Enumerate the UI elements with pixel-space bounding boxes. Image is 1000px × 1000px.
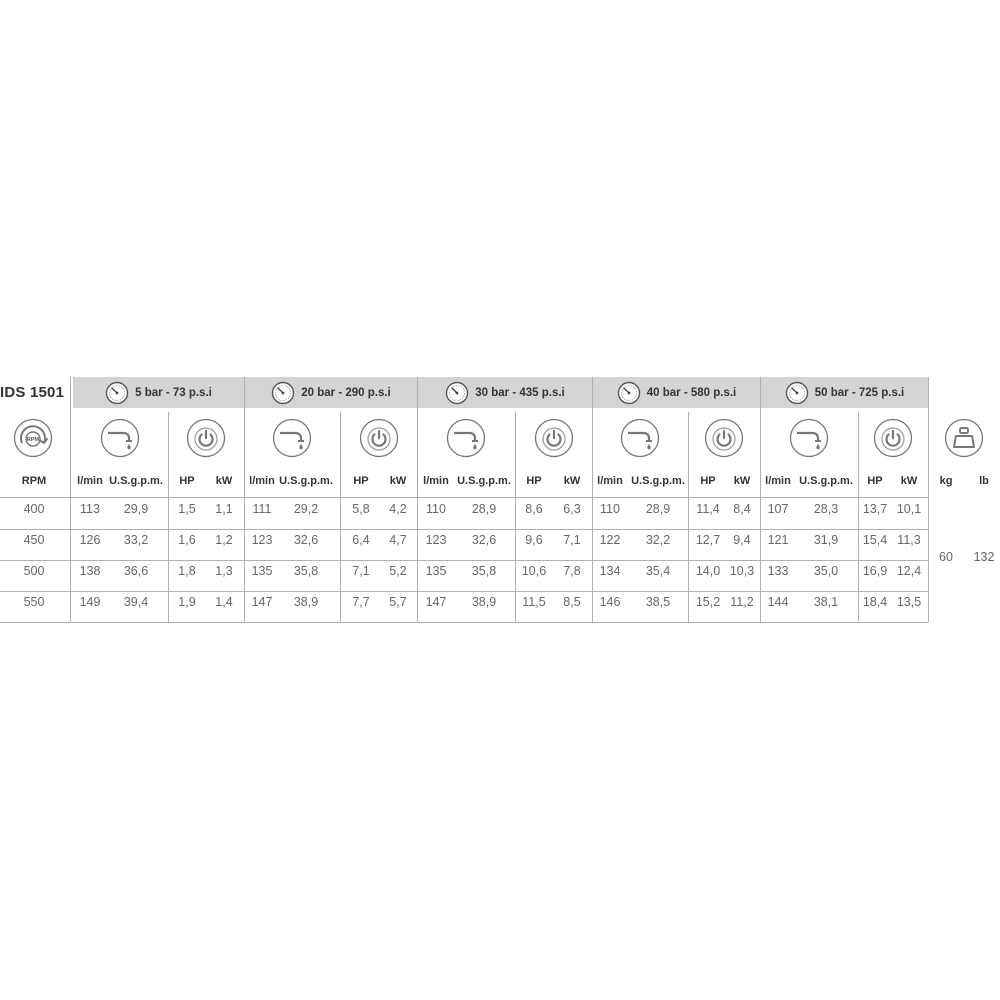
column-divider [760, 377, 761, 622]
pressure-label: 50 bar - 725 p.s.i [814, 386, 905, 399]
header-hp: HP [867, 475, 883, 487]
lmin-value: 147 [251, 595, 273, 609]
hp-value: 5,8 [352, 502, 370, 516]
kw-value: 8,5 [563, 595, 581, 609]
power-icon [534, 418, 574, 463]
kw-value: 1,3 [215, 564, 233, 578]
header-hp: HP [700, 475, 716, 487]
usgpm-value: 35,8 [471, 564, 497, 578]
usgpm-value: 29,2 [293, 502, 319, 516]
hp-value: 10,6 [521, 564, 547, 578]
pressure-label: 30 bar - 435 p.s.i [475, 386, 565, 399]
lmin-value: 121 [767, 533, 789, 547]
rpm-value: 500 [23, 564, 45, 578]
lmin-value: 122 [599, 533, 621, 547]
kw-value: 1,4 [215, 595, 233, 609]
header-kg: kg [939, 475, 953, 487]
rpm-value: 400 [23, 502, 45, 516]
usgpm-value: 38,9 [293, 595, 319, 609]
kw-value: 10,1 [896, 502, 922, 516]
rpm-value: 550 [23, 595, 45, 609]
hp-value: 15,4 [862, 533, 888, 547]
faucet-icon [620, 418, 660, 463]
header-lmin: l/min [249, 475, 275, 487]
header-usgpm: U.S.g.p.m. [457, 475, 511, 487]
header-lb: lb [979, 475, 989, 487]
pressure-gauge-icon [617, 381, 641, 405]
usgpm-value: 35,4 [645, 564, 671, 578]
usgpm-value: 39,4 [123, 595, 149, 609]
column-divider [928, 377, 929, 622]
row-divider [0, 591, 928, 592]
row-divider [0, 622, 928, 623]
kw-value: 11,2 [730, 595, 754, 609]
header-hp: HP [526, 475, 542, 487]
pressure-gauge-icon [105, 381, 129, 405]
kw-value: 5,7 [389, 595, 407, 609]
usgpm-value: 28,9 [645, 502, 671, 516]
power-icon [359, 418, 399, 463]
hp-value: 8,6 [525, 502, 543, 516]
pressure-band-5 [761, 377, 928, 408]
hp-value: 11,4 [696, 502, 720, 516]
pressure-gauge-icon [785, 381, 809, 405]
hp-value: 15,2 [695, 595, 721, 609]
lmin-value: 135 [425, 564, 447, 578]
lmin-value: 123 [425, 533, 447, 547]
header-usgpm: U.S.g.p.m. [279, 475, 333, 487]
usgpm-value: 35,8 [293, 564, 319, 578]
pressure-band-3 [418, 377, 592, 408]
hp-value: 1,6 [178, 533, 196, 547]
usgpm-value: 32,2 [645, 533, 671, 547]
rpm-value: 450 [23, 533, 45, 547]
lmin-value: 134 [599, 564, 621, 578]
lmin-value: 110 [600, 502, 620, 516]
kw-value: 11,3 [897, 533, 921, 547]
hp-value: 7,1 [352, 564, 370, 578]
hp-value: 16,9 [862, 564, 888, 578]
lmin-value: 147 [425, 595, 447, 609]
hp-value: 1,5 [178, 502, 196, 516]
power-icon [873, 418, 913, 463]
header-rpm: RPM [21, 475, 47, 487]
column-divider [244, 377, 245, 622]
hp-value: 14,0 [695, 564, 721, 578]
lmin-value: 113 [80, 502, 100, 516]
header-kw: kW [389, 475, 407, 487]
kw-value: 1,2 [215, 533, 233, 547]
lmin-value: 149 [79, 595, 101, 609]
lmin-value: 110 [426, 502, 446, 516]
pressure-band-1 [73, 377, 244, 408]
kw-value: 7,8 [563, 564, 581, 578]
lmin-value: 126 [79, 533, 101, 547]
column-divider [592, 377, 593, 622]
row-divider [0, 529, 928, 530]
kw-value: 9,4 [733, 533, 751, 547]
header-usgpm: U.S.g.p.m. [799, 475, 853, 487]
header-lmin: l/min [597, 475, 623, 487]
kw-value: 12,4 [896, 564, 922, 578]
lmin-value: 111 [252, 502, 272, 516]
row-divider [0, 560, 928, 561]
lmin-value: 123 [251, 533, 273, 547]
usgpm-value: 36,6 [123, 564, 149, 578]
usgpm-value: 38,1 [813, 595, 839, 609]
hp-value: 13,7 [862, 502, 888, 516]
row-divider [0, 497, 928, 498]
kw-value: 5,2 [389, 564, 407, 578]
pressure-band-2 [245, 377, 417, 408]
header-hp: HP [179, 475, 195, 487]
power-icon [704, 418, 744, 463]
usgpm-value: 35,0 [813, 564, 839, 578]
usgpm-value: 29,9 [123, 502, 149, 516]
weight-icon [944, 418, 984, 463]
lmin-value: 146 [599, 595, 621, 609]
usgpm-value: 38,9 [471, 595, 497, 609]
hp-value: 11,5 [522, 595, 546, 609]
usgpm-value: 28,3 [813, 502, 839, 516]
weight-kg-value: 60 [939, 550, 953, 564]
header-kw: kW [215, 475, 233, 487]
faucet-icon [789, 418, 829, 463]
hp-value: 1,9 [178, 595, 196, 609]
usgpm-value: 28,9 [471, 502, 497, 516]
power-icon [186, 418, 226, 463]
pressure-label: 40 bar - 580 p.s.i [646, 386, 737, 399]
faucet-icon [100, 418, 140, 463]
header-usgpm: U.S.g.p.m. [109, 475, 163, 487]
column-divider [417, 377, 418, 622]
pressure-band-4 [593, 377, 760, 408]
header-kw: kW [733, 475, 751, 487]
pressure-gauge-icon [271, 381, 295, 405]
header-lmin: l/min [77, 475, 103, 487]
hp-value: 12,7 [695, 533, 721, 547]
hp-value: 6,4 [352, 533, 370, 547]
header-hp: HP [353, 475, 369, 487]
pressure-label: 5 bar - 73 p.s.i [135, 386, 212, 399]
lmin-value: 107 [767, 502, 789, 516]
faucet-icon [446, 418, 486, 463]
header-lmin: l/min [423, 475, 449, 487]
lmin-value: 144 [767, 595, 789, 609]
lmin-value: 138 [79, 564, 101, 578]
kw-value: 7,1 [563, 533, 581, 547]
usgpm-value: 32,6 [471, 533, 497, 547]
hp-value: 18,4 [862, 595, 888, 609]
usgpm-value: 33,2 [123, 533, 149, 547]
header-kw: kW [563, 475, 581, 487]
model-title: IDS 1501 [0, 384, 65, 401]
usgpm-value: 32,6 [293, 533, 319, 547]
pressure-gauge-icon [445, 381, 469, 405]
lmin-value: 135 [251, 564, 273, 578]
kw-value: 1,1 [215, 502, 233, 516]
kw-value: 6,3 [563, 502, 581, 516]
svg-text:RPM: RPM [26, 437, 40, 443]
kw-value: 4,7 [389, 533, 407, 547]
weight-lb-value: 132 [973, 550, 995, 564]
kw-value: 4,2 [389, 502, 407, 516]
usgpm-value: 31,9 [813, 533, 839, 547]
header-usgpm: U.S.g.p.m. [631, 475, 685, 487]
lmin-value: 133 [767, 564, 789, 578]
hp-value: 1,8 [178, 564, 196, 578]
kw-value: 8,4 [733, 502, 751, 516]
usgpm-value: 38,5 [645, 595, 671, 609]
faucet-icon [272, 418, 312, 463]
hp-value: 9,6 [525, 533, 543, 547]
kw-value: 10,3 [729, 564, 755, 578]
pressure-label: 20 bar - 290 p.s.i [301, 386, 391, 399]
rpm-icon [13, 418, 53, 463]
header-kw: kW [900, 475, 918, 487]
header-lmin: l/min [765, 475, 791, 487]
spec-table [0, 377, 1000, 623]
column-divider [70, 377, 71, 622]
kw-value: 13,5 [896, 595, 922, 609]
hp-value: 7,7 [352, 595, 370, 609]
